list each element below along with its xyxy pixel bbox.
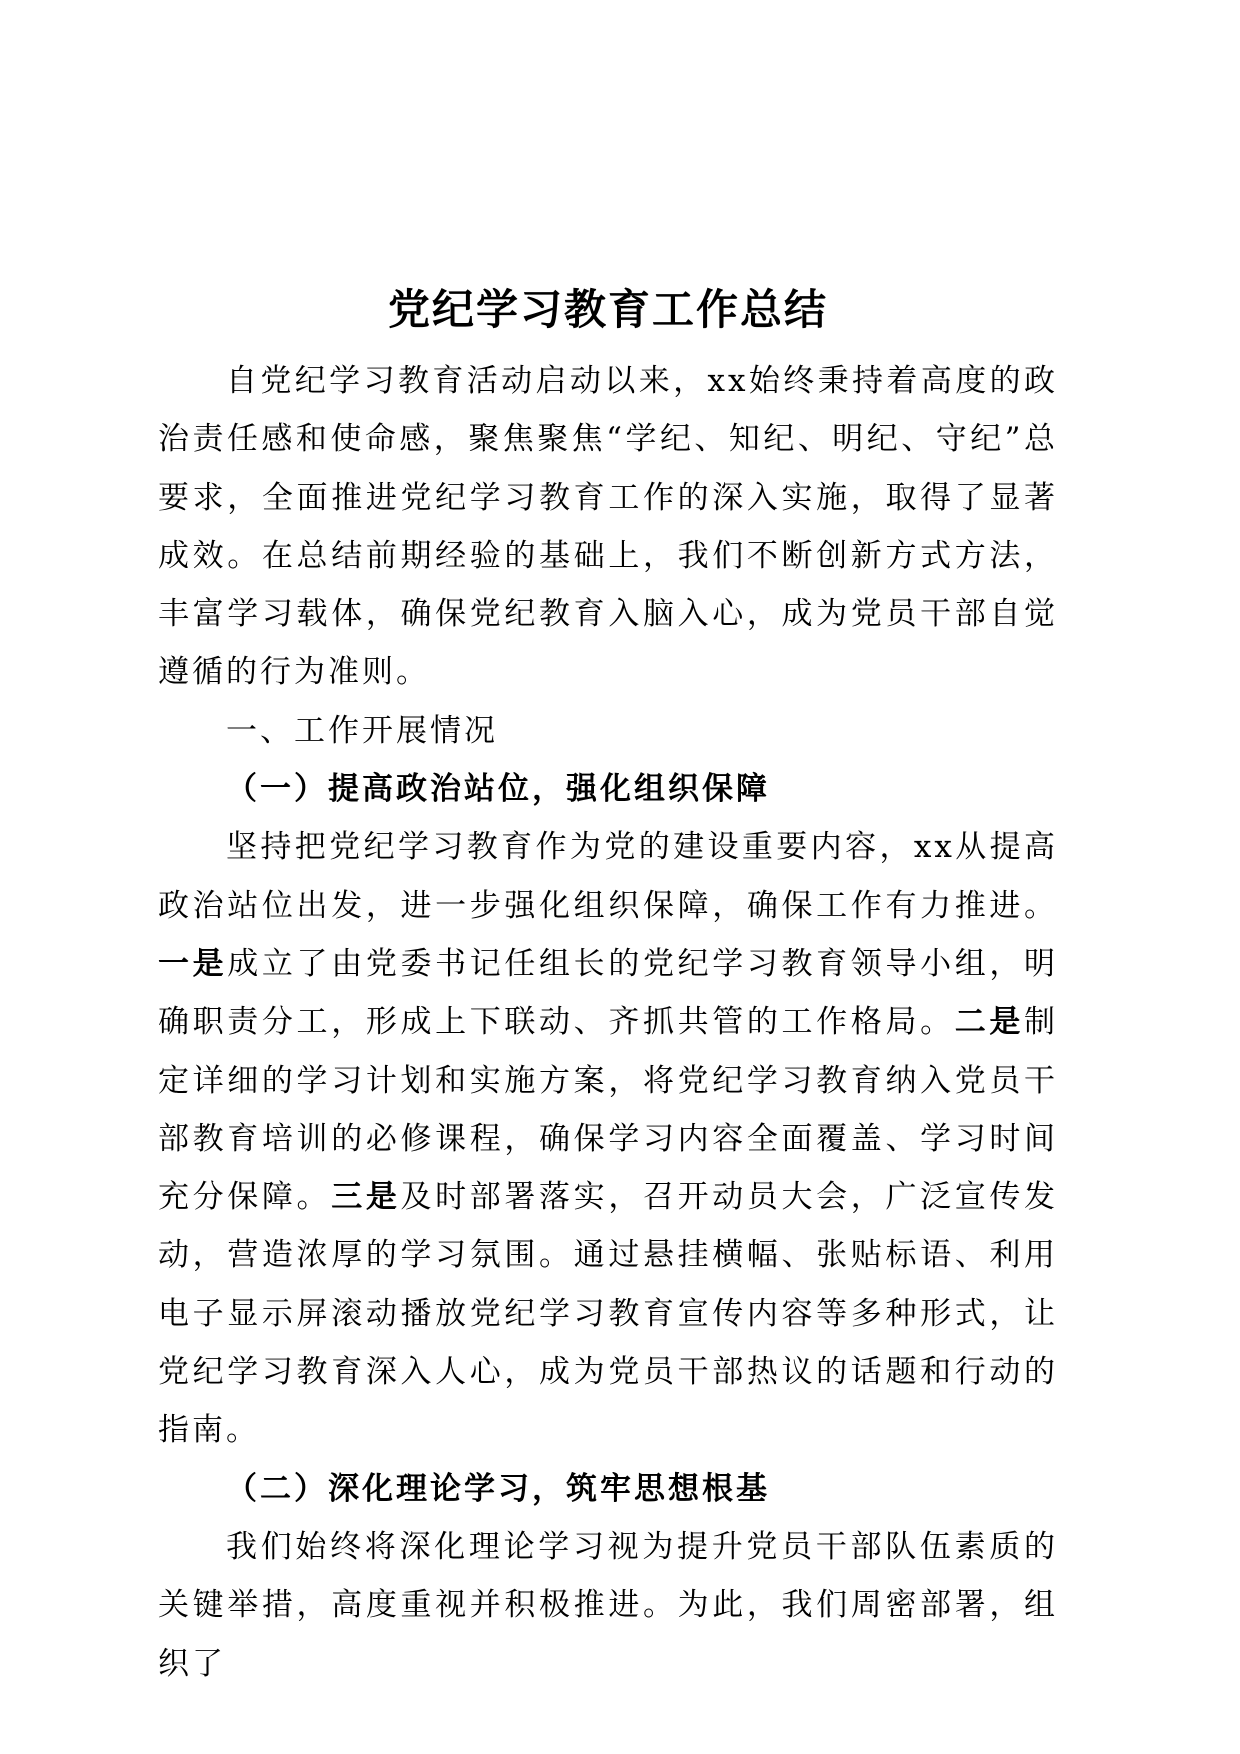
subsection-heading-1: （一）提高政治站位，强化组织保障 [226, 771, 770, 808]
point-2-text: 制定详细的学习计划和实施方案，将党纪学习教育纳入党员干部教育培训的必修课程，确保学习内容全面覆盖、学习时间充分保障。 [158, 1004, 1058, 1216]
subsection-2-paragraph: 我们始终将深化理论学习视为提升党员干部队伍素质的关键举措，高度重视并积极推进。为此，我们周密部署，组织了 [158, 1528, 1058, 1682]
subsection-1-lead: 坚持把党纪学习教育作为党的建设重要内容，xx从提高政治站位出发，进一步强化组织保障，确保工作有力推进。 [158, 829, 1058, 924]
subsection-1-paragraph [158, 818, 1058, 1459]
intro-paragraph: 自党纪学习教育活动启动以来，xx始终秉持着高度的政治责任感和使命感，聚焦聚焦“学纪、知纪、明纪、守纪”总要求，全面推进党纪学习教育工作的深入实施，取得了显著成效。在总结前期经验的基础上，我们不断创新方式方法，丰富学习载体，确保党纪教育入脑入心，成为党员干部自觉遵循的行为准则。 [158, 363, 1058, 691]
document-body [158, 282, 1058, 1693]
point-1-text: 成立了由党委书记任组长的党纪学习教育领导小组，明确职责分工，形成上下联动、齐抓共管的工作格局。 [158, 945, 1058, 1041]
subsection-heading-2: （二）深化理论学习，筑牢思想根基 [226, 1470, 770, 1507]
point-1-label: 一是 [158, 945, 228, 982]
point-3-label: 三是 [331, 1179, 401, 1216]
point-3-text: 及时部署落实，召开动员大会，广泛宣传发动，营造浓厚的学习氛围。通过悬挂横幅、张贴标语、利用电子显示屏滚动播放党纪学习教育宣传内容等多种形式，让党纪学习教育深入人心，成为党员干部热议的话题和行动的指南。 [158, 1179, 1059, 1449]
document-title: 党纪学习教育工作总结 [387, 285, 828, 334]
point-2-label: 二是 [954, 1004, 1024, 1041]
section-heading-1: 一、工作开展情况 [226, 712, 498, 749]
